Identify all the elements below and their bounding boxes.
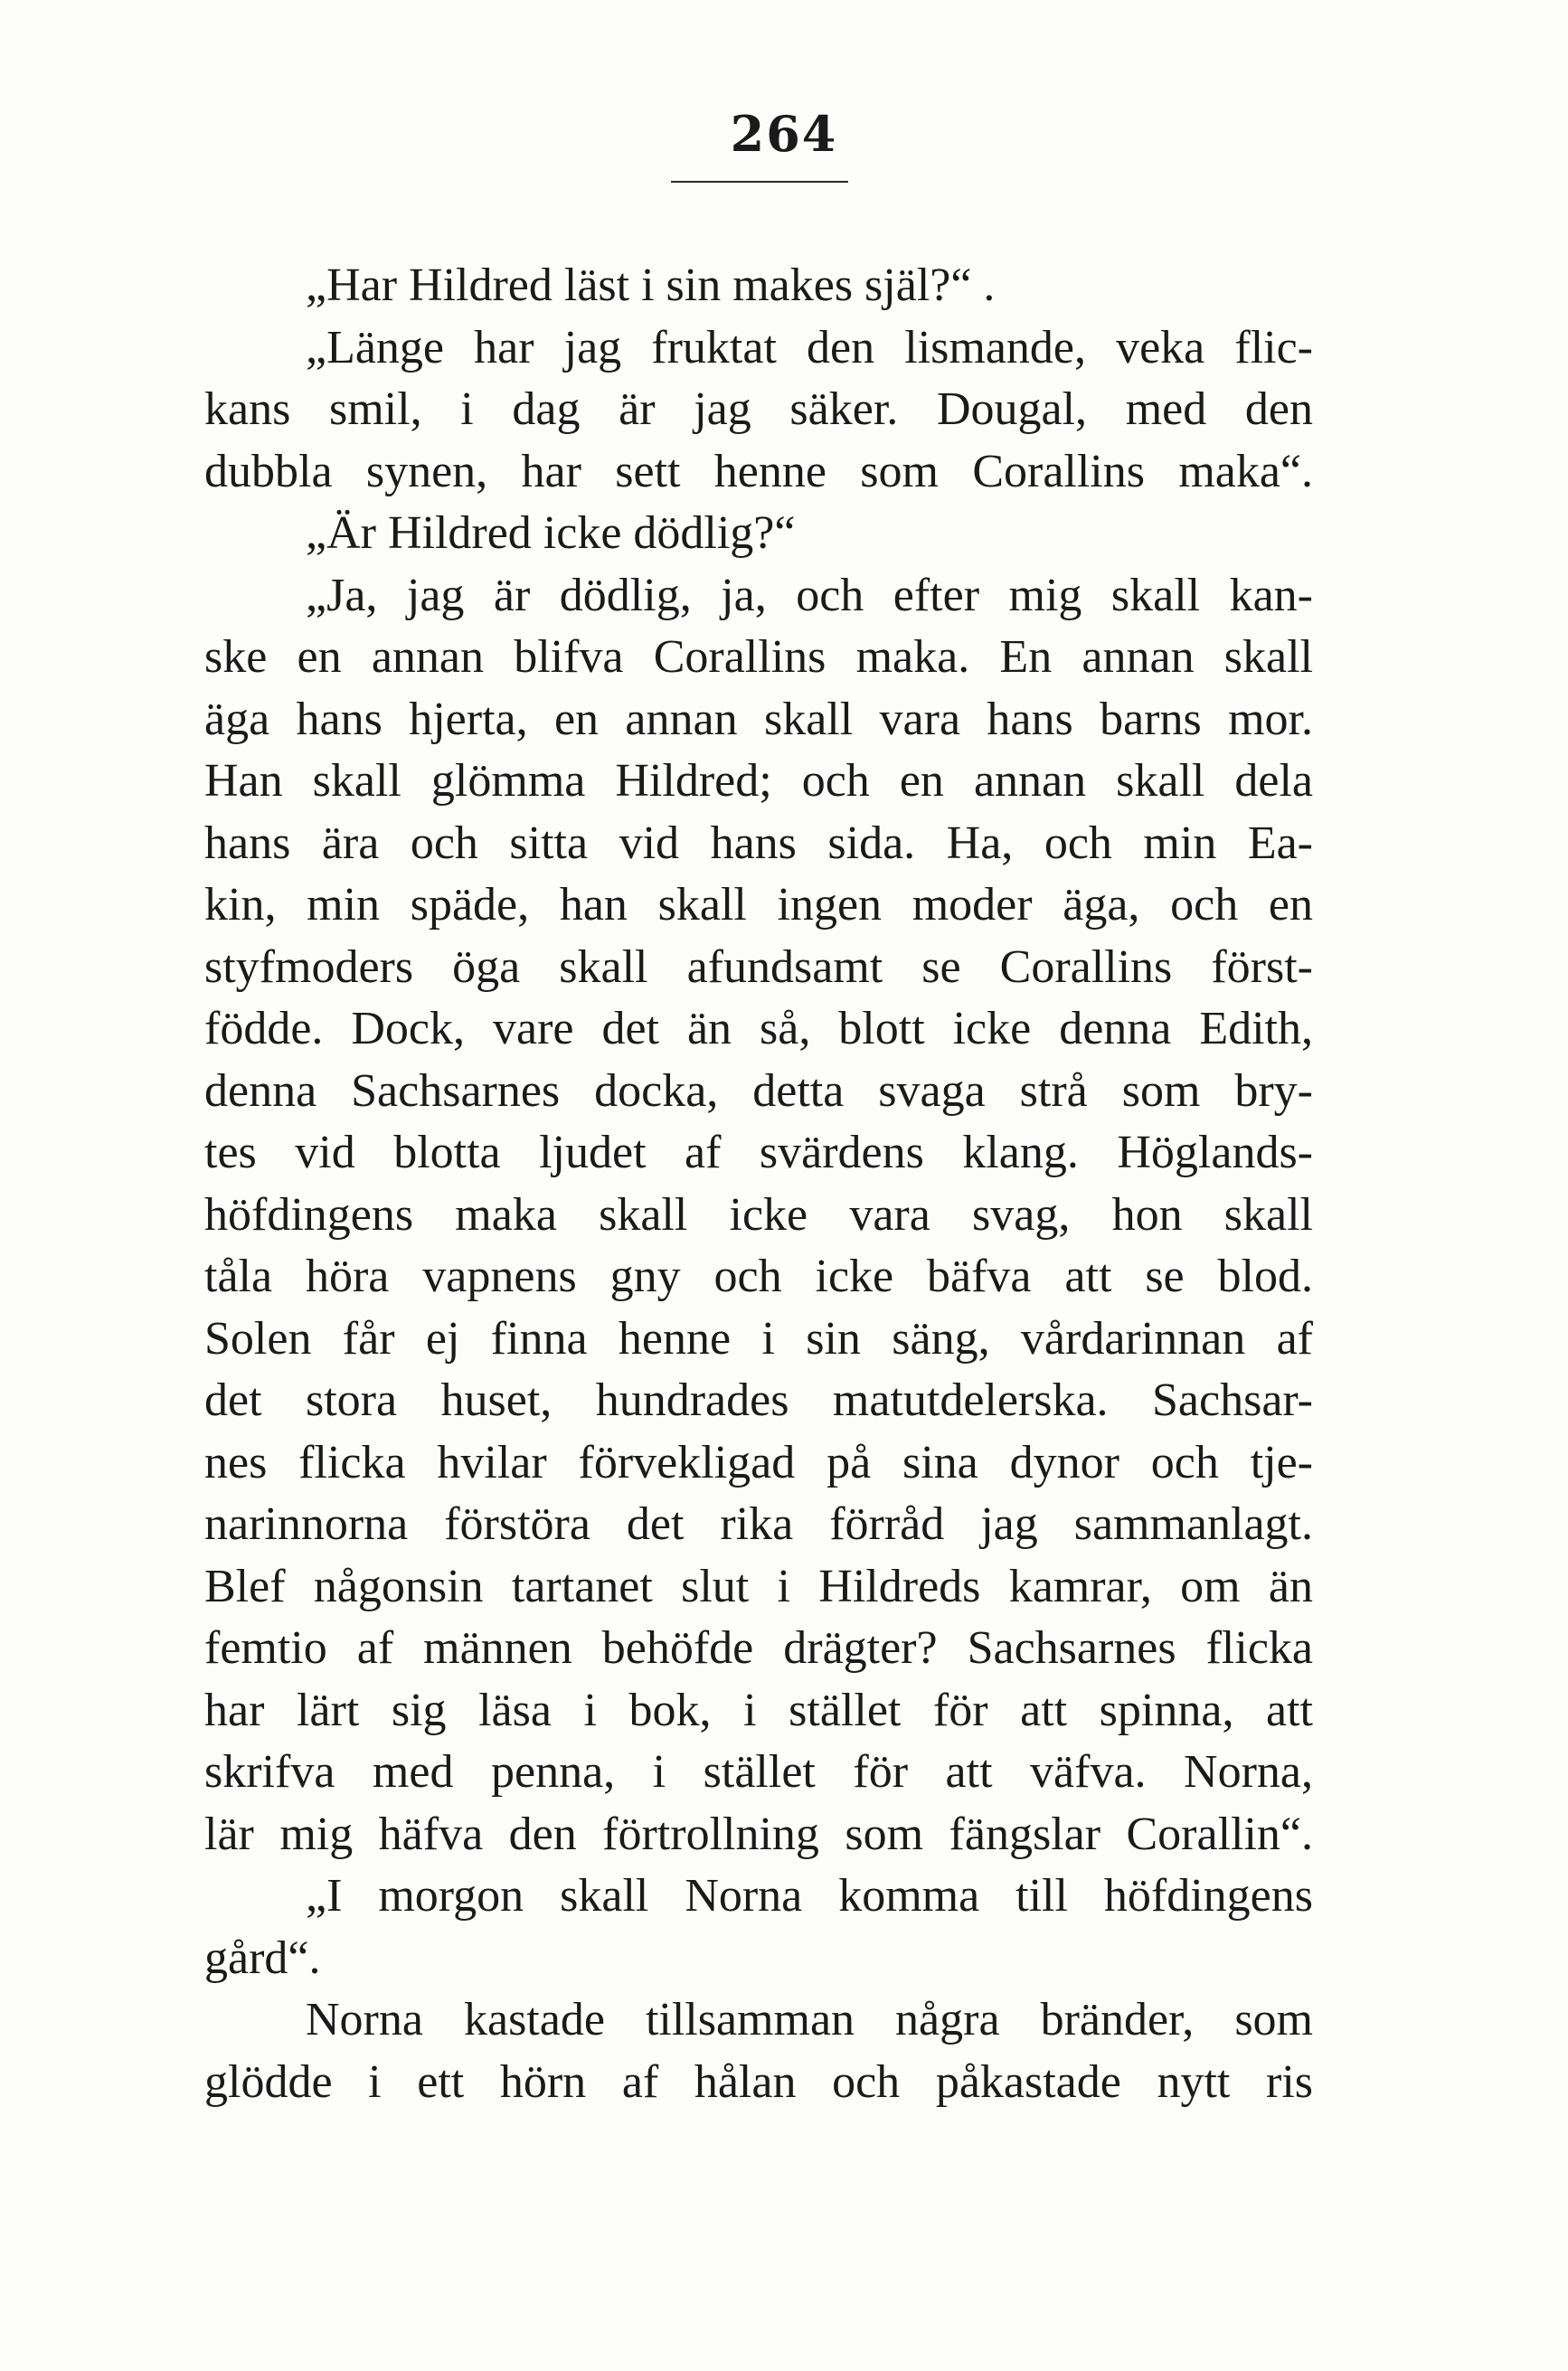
text-line: det stora huset, hundrades matutdelerska. Sachsar- [204,1374,1313,1426]
page-number: 264 [730,105,838,163]
text-line: kin, min späde, han skall ingen moder äga, och en [204,879,1313,930]
text-line: „Är Hildred icke dödlig?“ [306,507,796,559]
text-line: denna Sachsarnes docka, detta svaga strå som bry- [204,1064,1313,1117]
text-line: skrifva med penna, i stället för att väfva. Norna, [204,1746,1313,1798]
text-line: Solen får ej finna henne i sin säng, vårdarinnan af [204,1312,1313,1365]
text-line: „Länge har jag fruktat den lismande, veka flic- [306,321,1313,373]
text-line: höfdingens maka skall icke vara svag, hon skall [204,1188,1313,1241]
text-line: dubbla synen, har sett henne som Corallins maka“. [204,445,1313,497]
text-line: ske en annan blifva Corallins maka. En annan skall [204,631,1313,683]
text-line: styfmoders öga skall afundsamt se Corallins först- [204,940,1313,993]
body-text [204,255,1313,2113]
text-line: tes vid blotta ljudet af svärdens klang. Höglands- [204,1127,1313,1178]
text-line: nes flicka hvilar förvekligad på sina dynor och tje- [204,1436,1313,1488]
text-line: narinnorna förstöra det rika förråd jag sammanlagt. [204,1498,1313,1550]
text-line: „Har Hildred läst i sin makes själ?“ . [306,260,996,311]
text-line: Blef någonsin tartanet slut i Hildreds kamrar, om än [204,1560,1313,1612]
text-line: födde. Dock, vare det än så, blott icke denna Edith, [204,1003,1313,1054]
text-line: „I morgon skall Norna komma till höfdingens [306,1870,1313,1922]
text-line: lär mig häfva den förtrollning som fängslar Corallin“. [204,1808,1313,1860]
text-line: hans ära och sitta vid hans sida. Ha, och min Ea- [204,817,1313,869]
text-line: tåla höra vapnens gny och icke bäfva att se blod. [204,1251,1313,1302]
header-rule [671,181,848,183]
text-line: glödde i ett hörn af hålan och påkastade nytt ris [204,2055,1313,2108]
text-line: äga hans hjerta, en annan skall vara hans barns mor. [204,693,1313,745]
text-line: har lärt sig läsa i bok, i stället för att spinna, att [204,1684,1313,1736]
text-line: Han skall glömma Hildred; och en annan skall dela [204,755,1313,807]
text-line: gård“. [204,1932,321,1984]
text-line: kans smil, i dag är jag säker. Dougal, med den [204,383,1313,435]
text-line: Norna kastade tillsamman några bränder, som [306,1994,1313,2045]
text-line: „Ja, jag är dödlig, ja, och efter mig skall kan- [306,569,1313,621]
text-line: femtio af männen behöfde drägter? Sachsarnes flicka [204,1622,1313,1674]
